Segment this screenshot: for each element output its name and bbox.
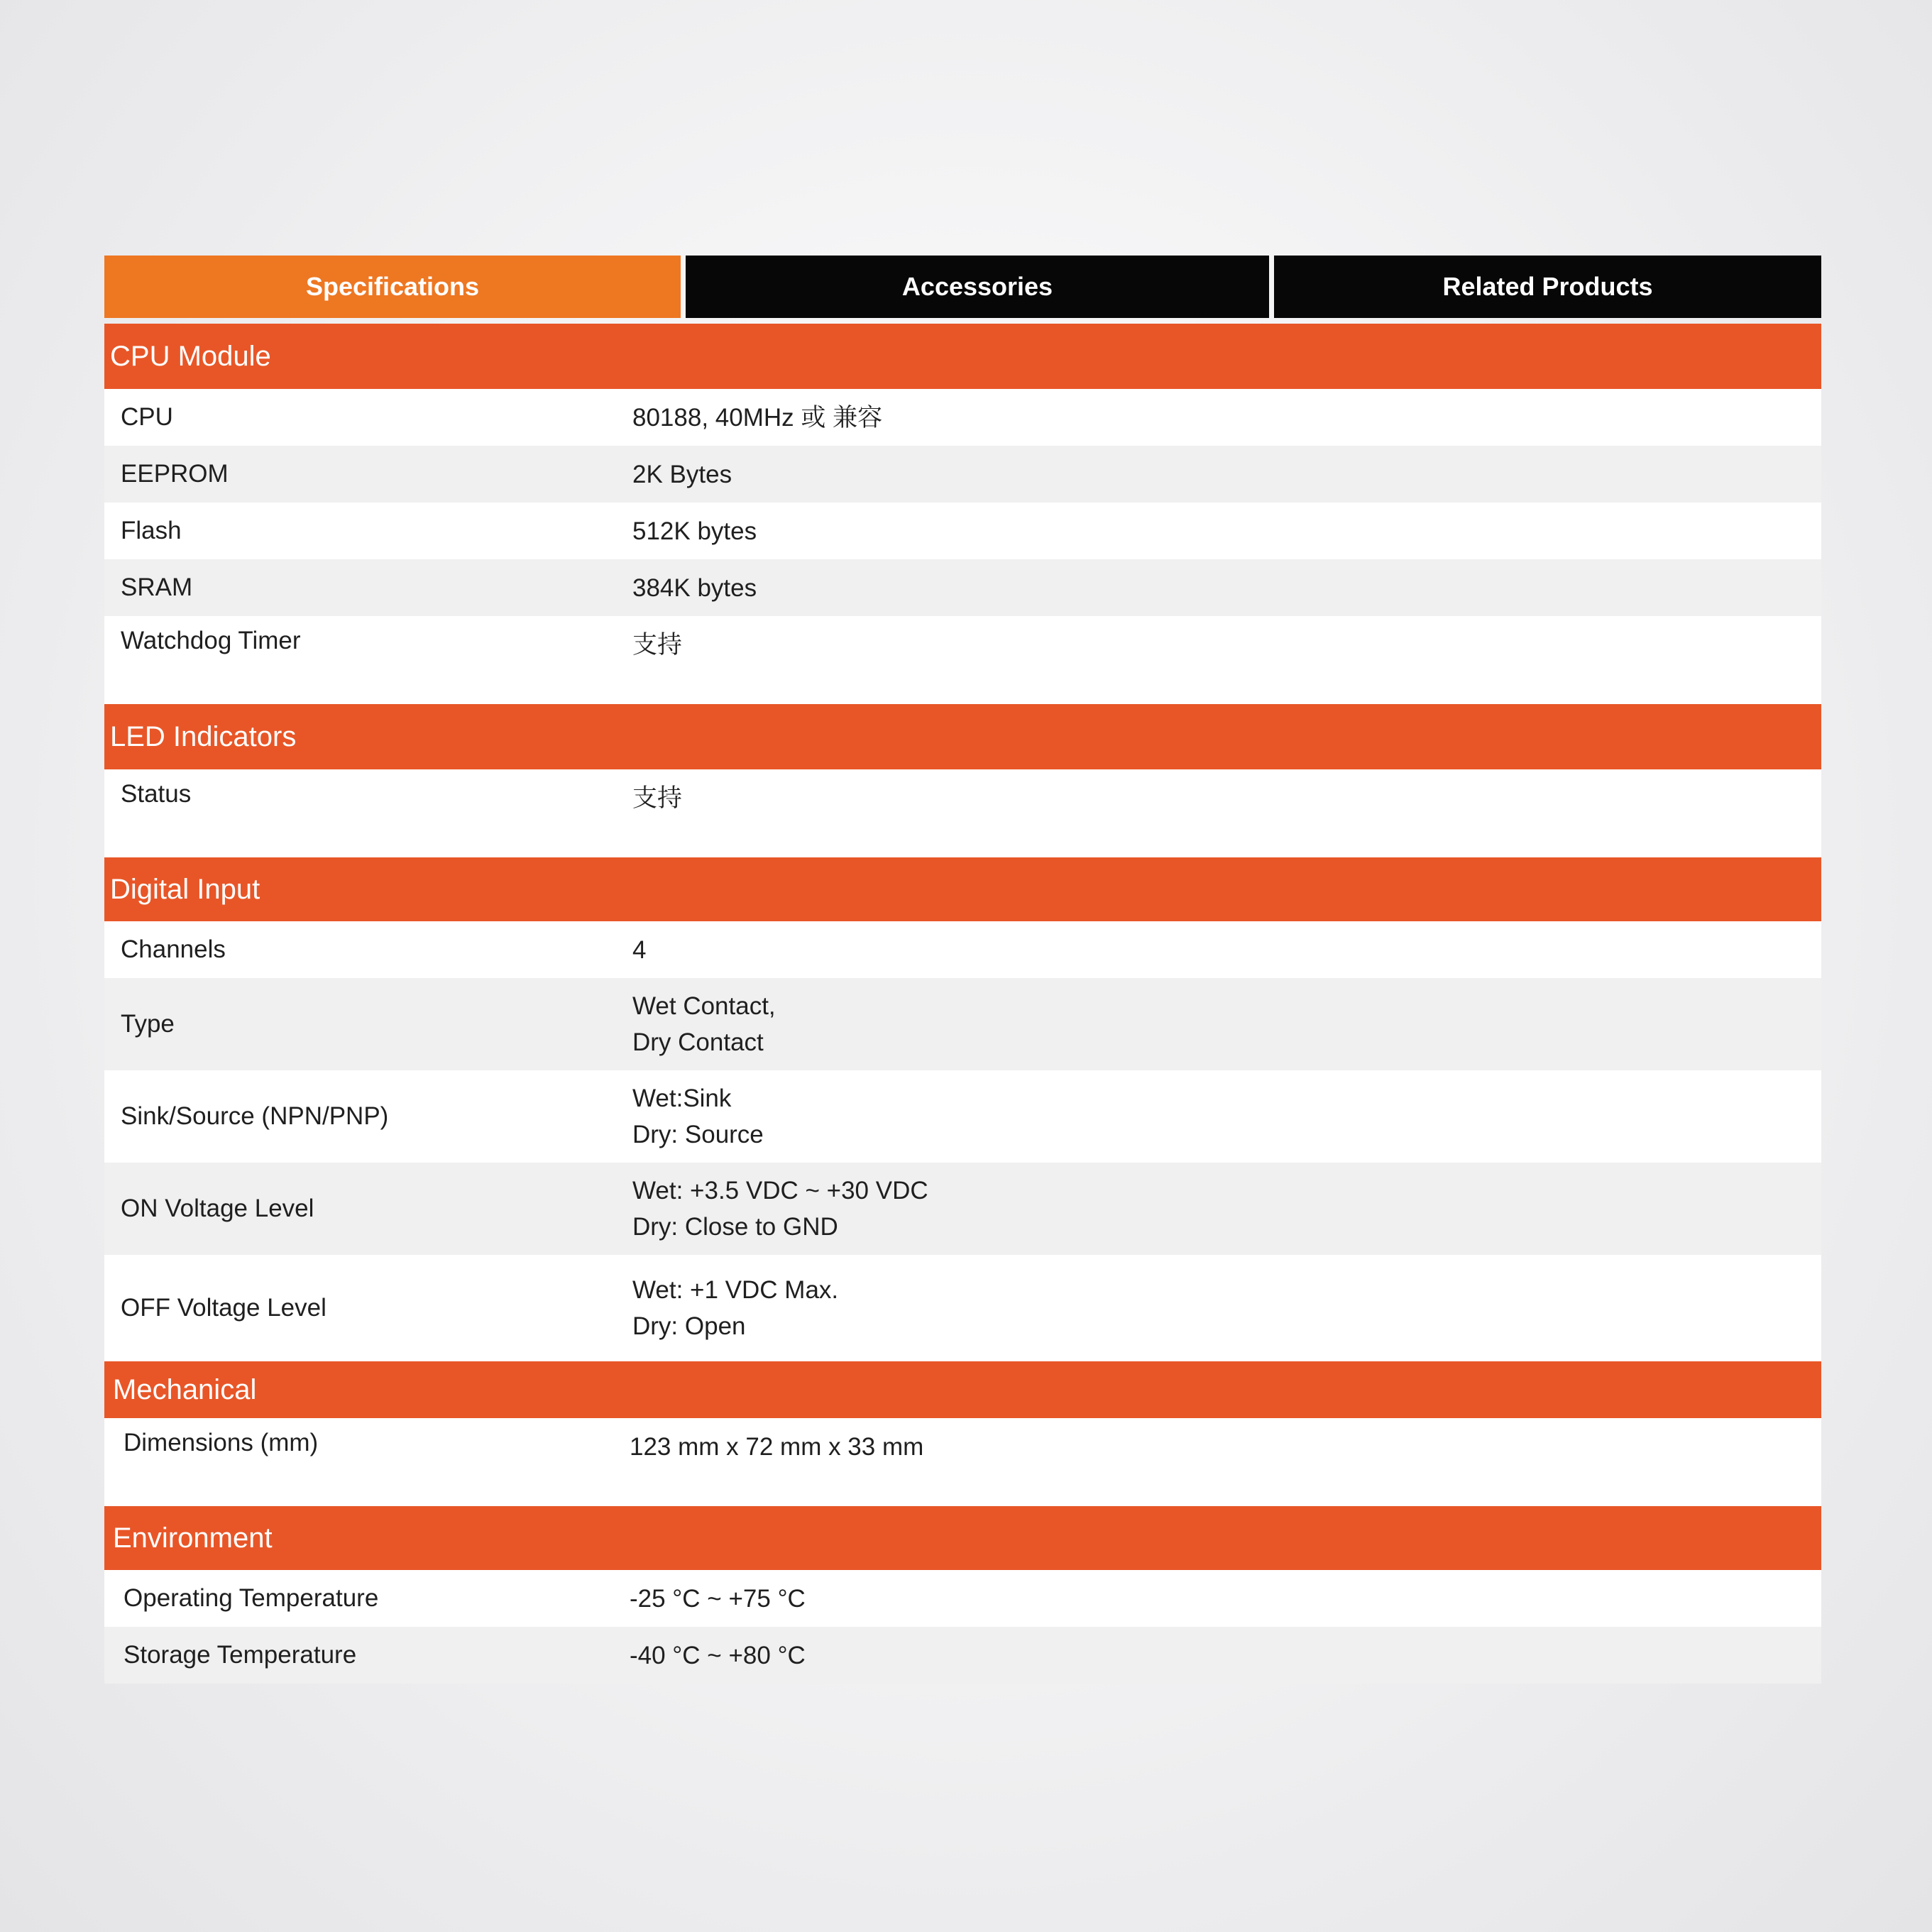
spec-value: 123 mm x 72 mm x 33 mm: [630, 1433, 924, 1461]
spec-value-line: Wet:Sink: [632, 1085, 732, 1112]
spec-row: [104, 446, 1821, 503]
spec-row: [104, 503, 1821, 559]
spec-label: Status: [121, 780, 192, 808]
spec-row: [104, 1418, 1821, 1506]
spec-value: -25 °C ~ +75 °C: [630, 1584, 806, 1613]
spec-value: 512K bytes: [632, 517, 757, 545]
spec-value-line: Dry: Close to GND: [632, 1213, 838, 1241]
spec-row: [104, 769, 1821, 857]
spec-value: -40 °C ~ +80 °C: [630, 1641, 806, 1669]
tab-related-products[interactable]: Related Products: [1274, 256, 1821, 318]
section-header-environment: Environment: [104, 1506, 1821, 1570]
section-header-digital-input: Digital Input: [104, 857, 1821, 921]
spec-row: [104, 389, 1821, 446]
spec-label: Operating Temperature: [124, 1584, 379, 1612]
spec-row: [104, 559, 1821, 616]
spec-label: Dimensions (mm): [124, 1429, 319, 1456]
spec-label: Watchdog Timer: [121, 627, 301, 654]
spec-value: 支持: [632, 631, 683, 659]
section-header-cpu-module: CPU Module: [104, 324, 1821, 389]
tab-accessories[interactable]: Accessories: [686, 256, 1269, 318]
spec-value-line: Wet: +3.5 VDC ~ +30 VDC: [632, 1177, 928, 1204]
spec-label: Channels: [121, 935, 226, 963]
tab-specifications[interactable]: Specifications: [104, 256, 681, 318]
spec-row: [104, 616, 1821, 704]
spec-value: 2K Bytes: [632, 460, 732, 488]
spec-value: 80188, 40MHz 或 兼容: [632, 403, 883, 432]
spec-panel: [104, 256, 1821, 1684]
spec-value: [632, 1173, 1821, 1245]
spec-row: [104, 1627, 1821, 1684]
spec-value: [632, 1080, 1821, 1153]
spec-row: [104, 1570, 1821, 1627]
spec-label: EEPROM: [121, 460, 229, 488]
spec-value-line: Dry Contact: [632, 1028, 764, 1056]
spec-label: SRAM: [121, 573, 193, 601]
spec-row: [104, 921, 1821, 978]
spec-row: [104, 1163, 1821, 1255]
spec-value: [632, 988, 1821, 1060]
spec-label: OFF Voltage Level: [121, 1294, 326, 1322]
spec-value: 4: [632, 935, 647, 964]
spec-row: [104, 1070, 1821, 1163]
spec-value-line: Dry: Source: [632, 1121, 764, 1148]
section-header-led-indicators: LED Indicators: [104, 704, 1821, 769]
spec-label: Type: [121, 1010, 175, 1038]
spec-label: ON Voltage Level: [121, 1195, 314, 1222]
spec-value: 支持: [632, 784, 683, 812]
spec-row: [104, 1255, 1821, 1361]
spec-row: [104, 978, 1821, 1070]
spec-value-line: Dry: Open: [632, 1312, 746, 1340]
section-header-mechanical: Mechanical: [104, 1361, 1821, 1418]
spec-label: Storage Temperature: [124, 1641, 357, 1669]
spec-value: 384K bytes: [632, 573, 757, 602]
spec-value-line: Wet Contact,: [632, 992, 776, 1020]
tab-bar: [104, 256, 1821, 318]
spec-label: CPU: [121, 403, 173, 431]
spec-value-line: Wet: +1 VDC Max.: [632, 1276, 839, 1304]
spec-value: [632, 1272, 1821, 1344]
spec-label: Sink/Source (NPN/PNP): [121, 1102, 389, 1130]
spec-label: Flash: [121, 517, 182, 544]
